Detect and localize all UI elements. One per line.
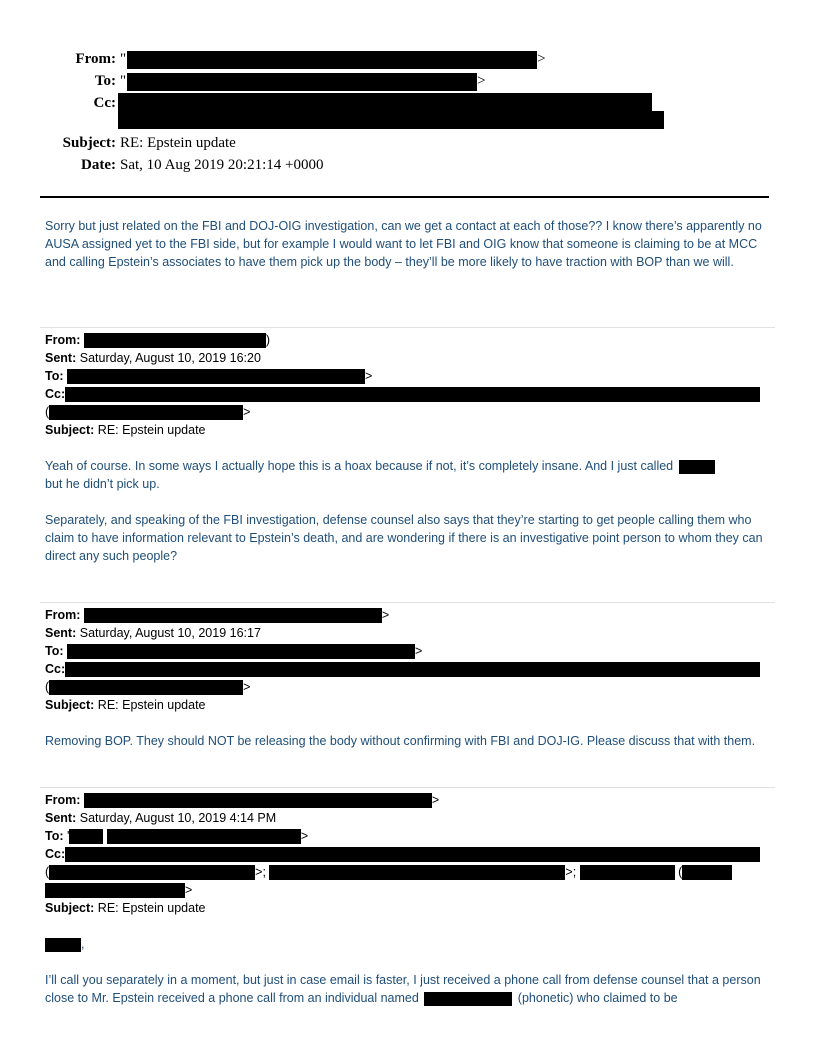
paragraph-text: (phonetic) who claimed to be <box>517 991 678 1005</box>
redaction-block <box>107 829 301 844</box>
to-prefix: ' <box>67 829 70 843</box>
redaction-block <box>269 865 565 880</box>
to-prefix: " <box>120 73 127 89</box>
redaction-block <box>65 847 760 862</box>
subject-value: RE: Epstein update <box>97 901 206 915</box>
sent-label: Sent: <box>45 626 77 640</box>
redaction-block <box>127 51 537 69</box>
greeting <box>45 935 775 953</box>
message-paragraph <box>45 971 775 1007</box>
cc-suffix: > <box>243 680 251 694</box>
subject-value: RE: Epstein update <box>120 135 236 151</box>
redaction-block <box>682 865 732 880</box>
redaction-block <box>118 93 652 111</box>
to-label: To: <box>45 369 64 383</box>
cc-label: Cc: <box>45 662 66 676</box>
to-suffix: > <box>415 644 423 658</box>
from-label: From: <box>45 333 81 347</box>
redaction-block <box>49 680 243 695</box>
paragraph-text: Yeah of course. In some ways I actually hope this is a hoax because if not, it’s completely insane. And I just called <box>45 459 674 473</box>
cc-prefix: ( <box>45 865 50 879</box>
to-label: To: <box>45 829 64 843</box>
paragraph-text: I’ll call you separately in a moment, but just in case email is faster, I just received a phone call from defense counsel that a person close to Mr. Epstein received a phone call from an individual named <box>45 973 761 1005</box>
redaction-block <box>45 883 185 898</box>
redaction-block <box>69 829 103 844</box>
cc-label: Cc: <box>45 847 66 861</box>
redaction-block <box>679 460 715 474</box>
cc-sep: ( <box>674 865 683 879</box>
redaction-block <box>424 992 512 1006</box>
redaction-block <box>65 662 760 677</box>
redaction-block <box>45 938 81 952</box>
sent-label: Sent: <box>45 351 77 365</box>
from-suffix: > <box>537 51 546 67</box>
header-divider <box>40 196 769 198</box>
date-value: Sat, 10 Aug 2019 20:21:14 +0000 <box>120 157 324 173</box>
cc-suffix: > <box>243 405 251 419</box>
redaction-block <box>67 644 415 659</box>
subject-label: Subject: <box>45 698 95 712</box>
greeting-suffix: , <box>81 937 85 951</box>
redaction-block <box>65 387 760 402</box>
from-suffix: > <box>431 793 440 807</box>
from-label: From: <box>75 51 116 67</box>
cc-sep: >; <box>255 865 270 879</box>
quote-separator <box>40 602 775 603</box>
quote-separator <box>40 787 775 788</box>
message-body: Sorry but just related on the FBI and DOJ-OIG investigation, can we get a contact at each of those?? I know there’s apparently no AUSA assigned yet to the FBI side, but for example I would want to let FBI and OIG know that someone is claiming to be at MCC and calling Epstein’s associates to have them pick up the body – they’ll be more likely to have traction with BOP than we will. <box>45 219 762 269</box>
cc-label: Cc: <box>93 95 116 111</box>
message-paragraph: Removing BOP. They should NOT be releasing the body without confirming with FBI and DOJ-IG. Please discuss that with them. <box>45 734 756 748</box>
date-label: Date: <box>81 157 116 173</box>
to-suffix: > <box>477 73 486 89</box>
quoted-header <box>45 791 785 917</box>
redaction-block <box>84 333 266 348</box>
redaction-block <box>580 865 675 880</box>
cc-label: Cc: <box>45 387 66 401</box>
to-label: To: <box>45 644 64 658</box>
sent-value: Saturday, August 10, 2019 16:20 <box>79 351 261 365</box>
redaction-block <box>118 111 664 129</box>
to-suffix: > <box>365 369 373 383</box>
paragraph-text: but he didn’t pick up. <box>45 477 160 491</box>
from-label: From: <box>45 793 81 807</box>
redaction-block <box>127 73 477 91</box>
from-suffix: ) <box>265 333 271 347</box>
cc-suffix: > <box>185 883 193 897</box>
redaction-block <box>84 793 432 808</box>
sent-value: Saturday, August 10, 2019 16:17 <box>79 626 261 640</box>
quote-separator <box>40 327 775 328</box>
redaction-block <box>84 608 382 623</box>
subject-value: RE: Epstein update <box>97 423 206 437</box>
from-label: From: <box>45 608 81 622</box>
from-prefix: " <box>120 51 127 67</box>
message-paragraph: Separately, and speaking of the FBI investigation, defense counsel also says that they’re starting to get people calling them who claim to have information relevant to Epstein’s death, and are wondering if there is an investigative point person to whom they can direct any such people? <box>45 513 763 563</box>
sent-value: Saturday, August 10, 2019 4:14 PM <box>79 811 277 825</box>
quoted-header <box>45 331 785 439</box>
quoted-header <box>45 606 785 714</box>
cc-prefix: ( <box>45 680 50 694</box>
redaction-block <box>67 369 365 384</box>
subject-label: Subject: <box>45 901 95 915</box>
to-label: To: <box>94 73 116 89</box>
cc-prefix: ( <box>45 405 50 419</box>
sent-label: Sent: <box>45 811 77 825</box>
redaction-block <box>49 865 255 880</box>
subject-value: RE: Epstein update <box>97 698 206 712</box>
from-suffix: > <box>381 608 390 622</box>
to-suffix: > <box>300 829 309 843</box>
redaction-block <box>49 405 243 420</box>
subject-label: Subject: <box>62 135 116 151</box>
subject-label: Subject: <box>45 423 95 437</box>
cc-sep: >; <box>565 865 580 879</box>
message-paragraph <box>45 457 775 493</box>
